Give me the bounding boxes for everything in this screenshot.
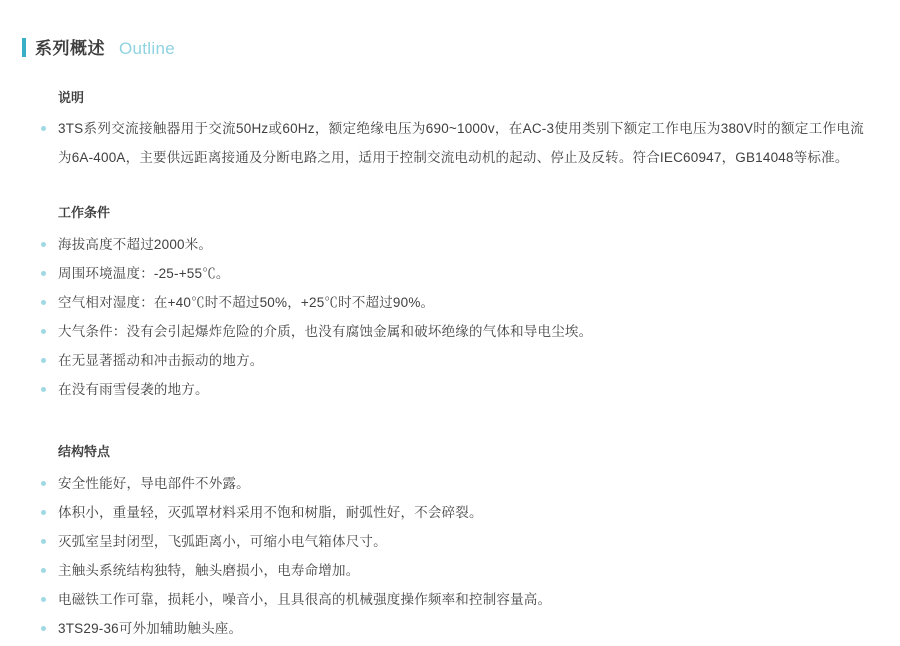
section-list (58, 469, 882, 643)
list-item-text: 电磁铁工作可靠，损耗小，噪音小，且具很高的机械强度操作频率和控制容量高。 (58, 592, 552, 607)
list-item-text: 周围环境温度：-25-+55℃。 (58, 266, 230, 281)
section-structural-features (18, 404, 882, 643)
page-subtitle: Outline (119, 39, 175, 58)
section-list (58, 230, 882, 404)
list-item-text: 3TS29-36可外加辅助触头座。 (58, 621, 243, 636)
list-item-text: 主触头系统结构独特，触头磨损小，电寿命增加。 (58, 563, 360, 578)
list-item-text: 在没有雨雪侵袭的地方。 (58, 382, 209, 397)
list-item-text: 海拔高度不超过2000米。 (58, 237, 213, 252)
list-item-text: 灭弧室呈封闭型，飞弧距离小，可缩小电气箱体尺寸。 (58, 534, 387, 549)
bullet-icon (41, 242, 46, 247)
bullet-icon (41, 481, 46, 486)
bullet-icon (41, 539, 46, 544)
list-item (58, 585, 882, 614)
list-item (58, 375, 882, 404)
section-heading: 结构特点 (58, 444, 111, 459)
section-heading: 工作条件 (58, 205, 111, 220)
list-item-text: 体积小，重量轻，灭弧罩材料采用不饱和树脂，耐弧性好，不会碎裂。 (58, 505, 483, 520)
list-item-text: 3TS系列交流接触器用于交流50Hz或60Hz，额定绝缘电压为690~1000v，在AC-3使用类别下额定工作电压为380V时的额定工作电流为6A-400A，主要供远距离接通及分断电路之用，适用于控制交流电动机的起动、停止及反转。符合IEC60947，GB14048等标准。 (58, 121, 864, 165)
bullet-icon (41, 329, 46, 334)
bullet-icon (41, 568, 46, 573)
list-item (58, 527, 882, 556)
section-working-conditions (18, 172, 882, 404)
list-item (58, 230, 882, 259)
bullet-icon (41, 387, 46, 392)
section-heading: 说明 (58, 90, 85, 105)
page-title: 系列概述 (35, 39, 105, 58)
bullet-icon (41, 510, 46, 515)
bullet-icon (41, 358, 46, 363)
section-description (18, 59, 882, 172)
list-item (58, 114, 882, 172)
list-item (58, 556, 882, 585)
list-item-text: 大气条件：没有会引起爆炸危险的介质，也没有腐蚀金属和破坏绝缘的气体和导电尘埃。 (58, 324, 593, 339)
list-item (58, 469, 882, 498)
list-item (58, 317, 882, 346)
accent-bar-icon (22, 38, 26, 57)
list-item-text: 安全性能好，导电部件不外露。 (58, 476, 250, 491)
list-item (58, 498, 882, 527)
bullet-icon (41, 626, 46, 631)
list-item-text: 在无显著摇动和冲击振动的地方。 (58, 353, 264, 368)
section-header (18, 0, 882, 59)
list-item-text: 空气相对湿度：在+40℃时不超过50%，+25℃时不超过90%。 (58, 295, 435, 310)
bullet-icon (41, 300, 46, 305)
list-item (58, 346, 882, 375)
bullet-icon (41, 597, 46, 602)
bullet-icon (41, 126, 46, 131)
section-list (58, 114, 882, 172)
list-item (58, 614, 882, 643)
list-item (58, 259, 882, 288)
list-item (58, 288, 882, 317)
bullet-icon (41, 271, 46, 276)
